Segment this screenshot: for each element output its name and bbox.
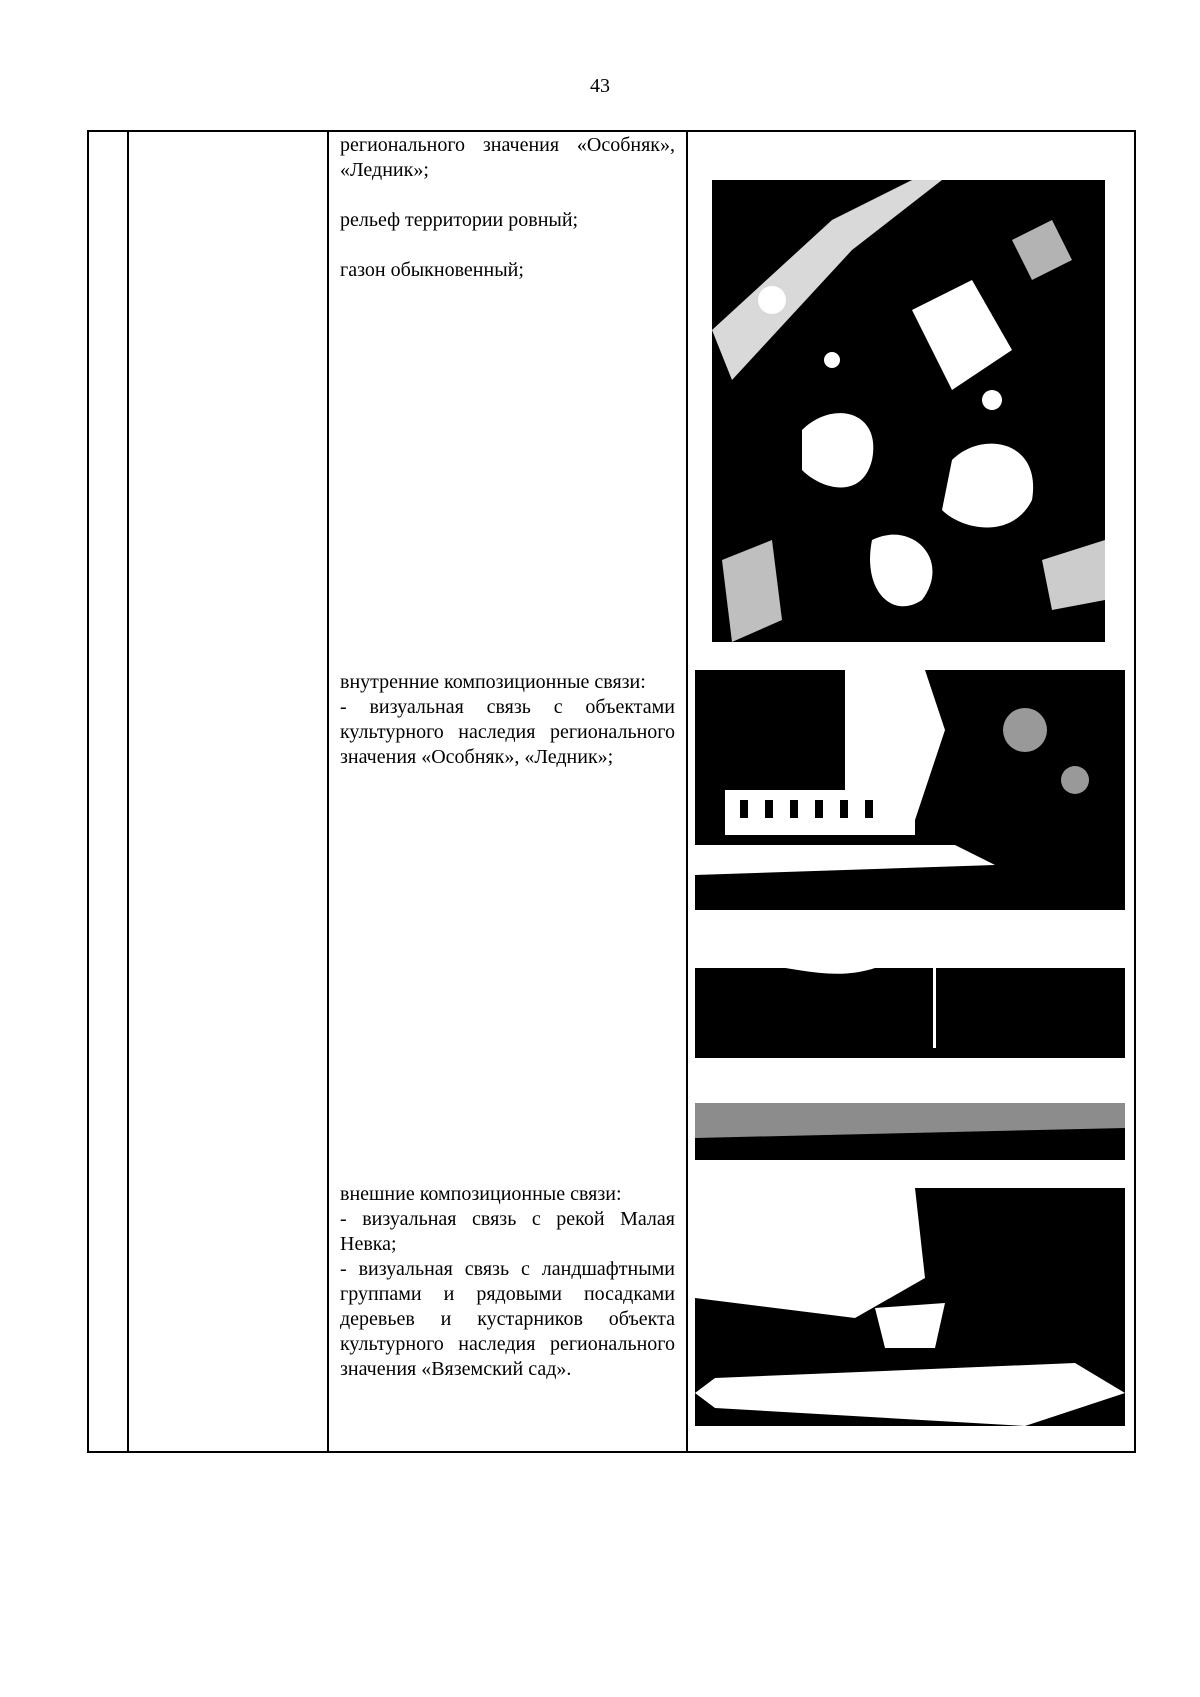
- column-divider-2: [327, 132, 329, 1451]
- aerial-photo: [712, 180, 1105, 642]
- landscape-photo: [695, 1188, 1125, 1426]
- text-line: - визуальная связь с рекой Малая Невка;: [340, 1208, 675, 1255]
- text-block-2: [340, 670, 675, 770]
- landscape-photo: [695, 938, 1125, 1160]
- landscape-photo: [695, 670, 1125, 910]
- text-line: внутренние композиционные связи:: [340, 671, 646, 693]
- column-divider-1: [127, 132, 129, 1451]
- text-line: внешние композиционные связи:: [340, 1183, 622, 1205]
- text-line: газон обыкновенный;: [340, 259, 524, 281]
- text-line: - визуальная связь с объектами культурного наследия регионального значения «Особняк», «Ледник»;: [340, 696, 675, 768]
- text-line: регионального значения «Особняк», «Ледник»;: [340, 134, 675, 181]
- column-divider-3: [686, 132, 688, 1451]
- text-line: рельеф территории ровный;: [340, 209, 579, 231]
- text-block-3: [340, 1182, 675, 1382]
- page-number: 43: [590, 75, 610, 97]
- text-line: - визуальная связь с ландшафтными группами и рядовыми посадками деревьев и кустарников объекта культурного наследия регионального значения «Вяземский сад».: [340, 1258, 675, 1380]
- text-block-1: [340, 133, 675, 283]
